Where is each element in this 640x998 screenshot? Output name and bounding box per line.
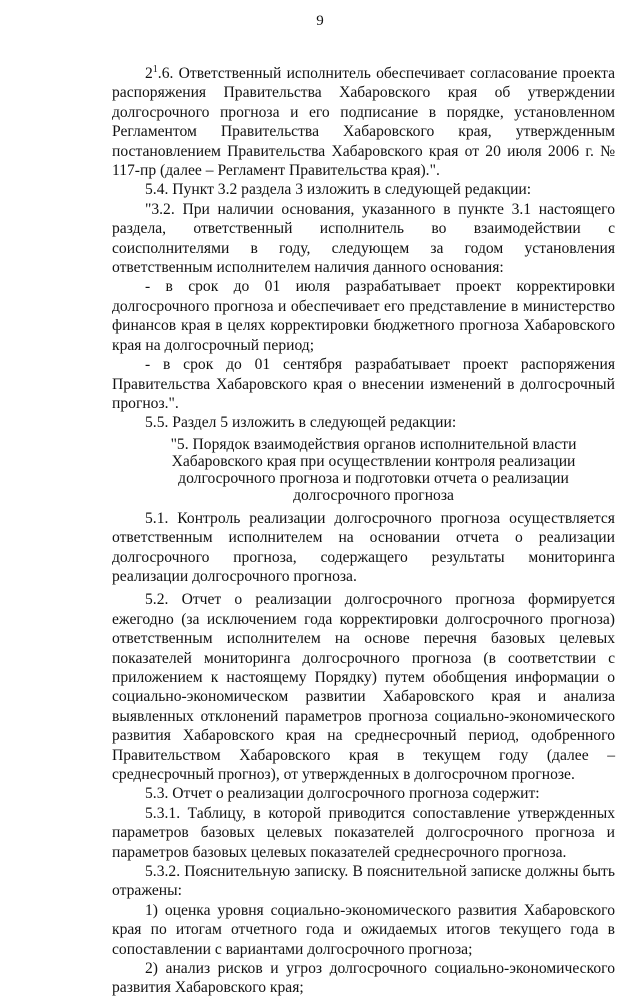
list-item-1: 1) оценка уровня социально-экономического развития Хабаровского края по итогам отчетного года и ожидаемых итогов текущего года в сопоставлении с вариантами долгосрочного прогноза; [112, 901, 615, 958]
paragraph-5-1: 5.1. Контроль реализации долгосрочного прогноза осуществляется ответственным исполнителем на основании отчета о реализации долгосрочного прогноза, содержащего результаты мониторинга реализации долгосрочного прогноза. [112, 509, 615, 585]
paragraph-2-1-6 [112, 64, 615, 180]
paragraph-5-4: 5.4. Пункт 3.2 раздела 3 изложить в следующей редакции: [145, 181, 532, 199]
page-number: 9 [316, 13, 324, 29]
paragraph-july-deadline: - в срок до 01 июля разрабатывает проект корректировки долгосрочного прогноза и обеспечивает его представление в министерство финансов края в целях корректировки бюджетного прогноза Хабаровского края на долгосрочный период; [112, 278, 615, 354]
paragraph-september-deadline: - в срок до 01 сентября разрабатывает проект распоряжения Правительства Хабаровского края о внесении изменений в долгосрочный прогноз.". [112, 356, 615, 412]
paragraph-5-3-2: 5.3.2. Пояснительную записку. В пояснительной записке должны быть отражены: [112, 863, 615, 900]
paragraph-5-3-1: 5.3.1. Таблицу, в которой приводится сопоставление утвержденных параметров базовых целевых показателей долгосрочного прогноза и параметров базовых целевых показателей среднесрочного прогноза. [112, 804, 615, 861]
paragraph-3-2: "3.2. При наличии основания, указанного в пункте 3.1 настоящего раздела, ответственный исполнитель во взаимодействии с соисполнителями в году, следующем за годом установления ответственным исполнителем наличия данного основания: [112, 200, 615, 277]
clause-text: .6. Ответственный исполнитель обеспечивает согласование проекта распоряжения Правительства Хабаровского края об утверждении долгосрочного прогноза и его подписание в порядке, установленном Регламентом Правительства Хабаровского края, утвержденным постановлением Правительства Хабаровского края от 20 июля 2006 г. № 117-пр (далее – Регламент Правительства края).". [112, 65, 615, 180]
clause-number: 2 [145, 65, 153, 82]
paragraph-5-3: 5.3. Отчет о реализации долгосрочного прогноза содержит: [145, 785, 540, 803]
section-5-heading: "5. Порядок взаимодействия органов исполнительной власти Хабаровского края при осуществлении контроля реализации долгосрочного прогноза и подготовки отчета о реализации долгосрочного прогноза [170, 435, 577, 504]
paragraph-5-5: 5.5. Раздел 5 изложить в следующей редакции: [145, 414, 457, 432]
list-item-2: 2) анализ рисков и угроз долгосрочного социально-экономического развития Хабаровского края; [112, 960, 615, 997]
paragraph-5-2: 5.2. Отчет о реализации долгосрочного прогноза формируется ежегодно (за исключением года корректировки долгосрочного прогноза) ответственным исполнителем на основе перечня базовых целевых показателей мониторинга долгосрочного прогноза (в соответствии с приложением к настоящему Порядку) путем обобщения информации о социально-экономическом развитии Хабаровского края и анализа выявленных отклонений параметров прогноза социально-экономического развития Хабаровского края на среднесрочный период, одобренного Правительством Хабаровского края в текущем году (далее – среднесрочный прогноз), от утвержденных в долгосрочном прогнозе. [112, 591, 615, 783]
clause-superscript: 1 [152, 63, 158, 75]
document-body [112, 64, 615, 998]
